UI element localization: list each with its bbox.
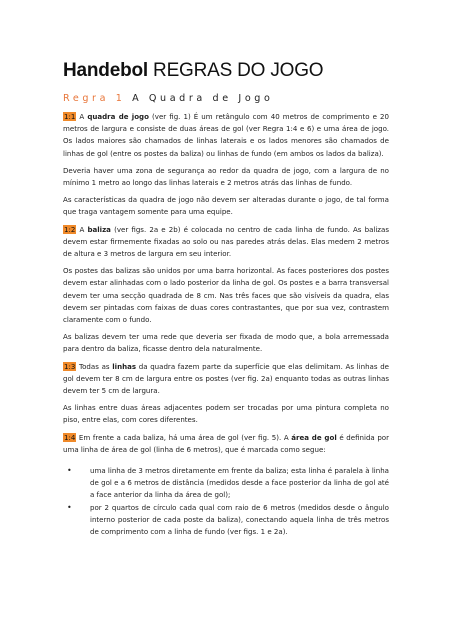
rule-name: A Quadra de Jogo (132, 93, 274, 104)
paragraph-characteristics: As características da quadra de jogo não devem ser alteradas durante o jogo, de tal forma que traga vantagem somente para uma equipe. (63, 195, 389, 217)
rule-number: 1:1 (64, 112, 76, 121)
paragraph-1-1 (63, 111, 389, 160)
list-item-text: uma linha de 3 metros diretamente em frente da baliza; esta linha é paralela à linha de gol e a 6 metros de distância (medidos desde a face posterior da linha de gol até a face anterior da linha da área de gol); (90, 466, 389, 500)
text-run: Em frente a cada baliza, há uma área de gol (ver fig. 5). A (76, 432, 292, 442)
text-run: Todas as (76, 361, 113, 371)
rule-number: 1:4 (64, 432, 76, 442)
document-page (63, 60, 389, 538)
paragraph-1-2 (63, 224, 389, 261)
rule-label: Regra 1 (63, 93, 126, 104)
page-title-rest: REGRAS DO JOGO (147, 60, 324, 81)
page-title-bold: Handebol (63, 60, 148, 81)
text-run: da quadra fazem parte da superfície que elas delimitam. As linhas de gol devem ter 8 cm de largura entre os postes (ver fig. 2a) enquanto todas as outras linhas devem ter 5 cm de largura. (63, 361, 389, 396)
list-item (63, 502, 389, 539)
bullet-list (63, 465, 389, 538)
text-run: A (76, 224, 88, 234)
paragraph-1-4 (63, 432, 389, 456)
rule-number: 1:3 (64, 361, 76, 371)
paragraph-posts: Os postes das balizas são unidos por uma barra horizontal. As faces posteriores dos postes devem estar alinhadas com o lado posterior da linha de gol. Os postes e a barra transversal devem ter uma secção quadrada de 8 cm. Nas três faces que são visíveis da quadra, elas devem ser pintadas com faixas de duas cores contrastantes, que por sua vez, contrastem claramente com o fundo. (63, 266, 389, 325)
paragraph-safety-zone: Deveria haver uma zona de segurança ao redor da quadra de jogo, com a largura de no mínimo 1 metro ao longo das linhas laterais e 2 metros atrás das linhas de fundo. (63, 165, 389, 188)
paragraph-net: As balizas devem ter uma rede que deveria ser fixada de modo que, a bola arremessada para dentro da baliza, ficasse dentro dela naturalmente. (63, 332, 389, 354)
paragraph-1-3 (63, 361, 389, 398)
bullet-icon: • (67, 466, 72, 476)
list-item-text: por 2 quartos de círculo cada qual com raio de 6 metros (medidos desde o ângulo interno posterior de cada poste da baliza), conectando aquela linha de três metros de comprimento com a linha de fundo (ver figs. 1 e 2a). (90, 502, 389, 537)
bold-term: linhas (112, 361, 137, 371)
text-run: (ver figs. 2a e 2b) é colocada no centro de cada linha de fundo. As balizas devem estar firmemente fixadas ao solo ou nas paredes atrás delas. Elas medem 2 metros de altura e 3 metros de largura em seu interior. (63, 224, 389, 259)
paragraph-adjacent-lines: As linhas entre duas áreas adjacentes podem ser trocadas por uma pintura completa no piso, entre elas, com cores diferentes. (63, 403, 389, 425)
rule-number: 1:2 (64, 224, 76, 234)
page-title (63, 60, 389, 82)
bold-term: quadra de jogo (87, 112, 149, 121)
text-run: A (76, 112, 88, 121)
rule-heading (63, 93, 389, 105)
list-item (63, 465, 389, 502)
bullet-icon: • (67, 502, 72, 512)
bold-term: área de gol (291, 432, 337, 442)
bold-term: baliza (87, 224, 111, 234)
text-run: (ver fig. 1) É um retângulo com 40 metros de comprimento e 20 metros de largura e consiste de duas áreas de gol (ver Regra 1:4 e 6) e uma área de jogo. Os lados maiores são chamados de linhas laterais e os lados menores são chamados de linhas de gol (entre os postes da baliza) ou linhas de fundo (em ambos os lados da baliza). (63, 112, 389, 158)
text-run: é definida por uma linha de área de gol (linha de 6 metros), que é marcada como segue: (63, 432, 390, 454)
